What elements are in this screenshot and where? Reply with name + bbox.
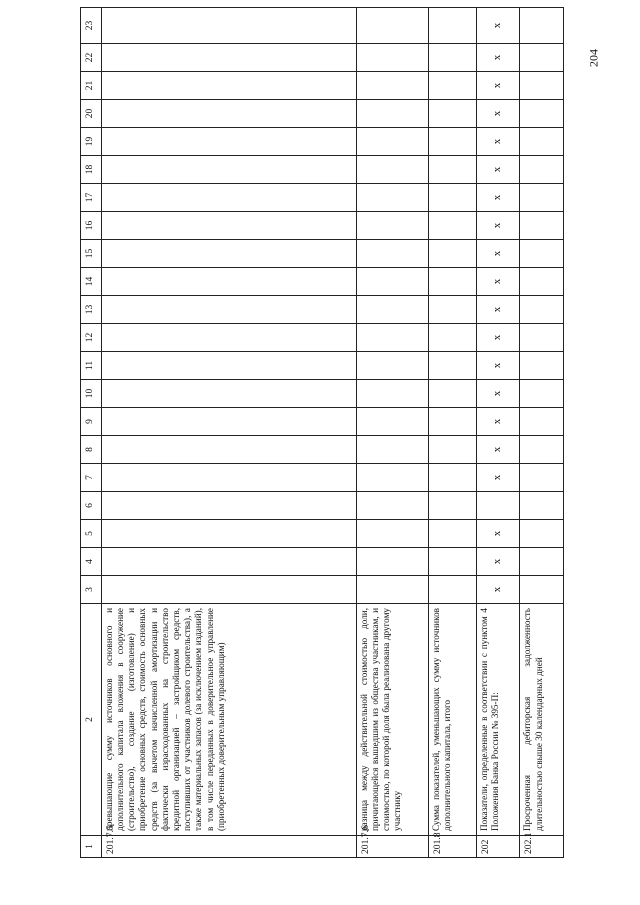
table-cell: x [476, 464, 520, 492]
table-cell [101, 44, 356, 72]
page-number-text: 204 [586, 49, 601, 67]
table-cell [101, 464, 356, 492]
table-cell [520, 408, 564, 436]
table-cell [101, 8, 356, 44]
table-cell [356, 408, 428, 436]
table-cell [356, 240, 428, 268]
column-header: 22 [81, 44, 102, 72]
table-cell [356, 100, 428, 128]
table-cell [520, 548, 564, 576]
table-cell [476, 492, 520, 520]
table-cell [356, 380, 428, 408]
table-cell [101, 520, 356, 548]
table-cell: x [476, 268, 520, 296]
table-row [520, 8, 564, 858]
column-header: 17 [81, 184, 102, 212]
table-cell [356, 156, 428, 184]
table-cell [520, 576, 564, 604]
table-cell [520, 72, 564, 100]
column-header: 15 [81, 240, 102, 268]
table-cell [101, 352, 356, 380]
column-header: 5 [81, 520, 102, 548]
table-cell [101, 212, 356, 240]
table-row [101, 8, 356, 858]
table-cell [520, 296, 564, 324]
header-row [81, 8, 102, 858]
row-name: Сумма показателей, уменьшающих сумму источников дополнительного капитала, итого [428, 604, 476, 836]
table-cell [428, 492, 476, 520]
table-cell [101, 184, 356, 212]
row-name: превышающие сумму источников основного и дополнительного капитала вложения в сооружение (строительство), создание (изготовление) и приобретение основных средств, стоимость основных средств (за вычетом начисленной амортизации и фактически израсходованных на строительство кредитной организацией – застройщиком средств, поступивших от участников долевого строительства), а также материальных запасов (за исключением изданий), в том числе переданных в доверительное управление (приобретенных доверительным управляющим) [101, 604, 356, 836]
table-cell [428, 72, 476, 100]
column-header: 13 [81, 296, 102, 324]
column-header: 7 [81, 464, 102, 492]
table-cell: x [476, 44, 520, 72]
table-cell [428, 520, 476, 548]
table-cell [520, 128, 564, 156]
table-cell [101, 548, 356, 576]
table-row [356, 8, 428, 858]
table-cell [101, 408, 356, 436]
row-name: Просроченная дебиторская задолженность длительностью свыше 30 календарных дней [520, 604, 564, 836]
table-cell [101, 576, 356, 604]
table-cell: x [476, 184, 520, 212]
table-cell: x [476, 156, 520, 184]
table-cell: x [476, 212, 520, 240]
table-cell [356, 436, 428, 464]
table-cell: x [476, 100, 520, 128]
table-cell [356, 184, 428, 212]
table-cell [520, 324, 564, 352]
table-cell: x [476, 128, 520, 156]
table-cell [428, 128, 476, 156]
table-cell [520, 8, 564, 44]
table-cell [520, 380, 564, 408]
table-cell: x [476, 436, 520, 464]
table-cell [101, 156, 356, 184]
table-cell [356, 352, 428, 380]
table-cell: x [476, 240, 520, 268]
table-cell [356, 268, 428, 296]
table-cell: x [476, 380, 520, 408]
table-cell [520, 156, 564, 184]
row-code: 201.7.5 [101, 836, 356, 858]
table-cell [101, 380, 356, 408]
table-cell: x [476, 352, 520, 380]
table-cell [428, 268, 476, 296]
table-cell [428, 380, 476, 408]
table-cell [356, 464, 428, 492]
row-code: 202.1 [520, 836, 564, 858]
table-cell [356, 548, 428, 576]
table-cell [520, 268, 564, 296]
table-cell [520, 240, 564, 268]
table-cell [101, 128, 356, 156]
table-cell [356, 296, 428, 324]
table-cell [356, 492, 428, 520]
table-cell [356, 44, 428, 72]
table-frame [80, 20, 564, 858]
table-cell: x [476, 520, 520, 548]
column-header: 16 [81, 212, 102, 240]
table-cell [520, 464, 564, 492]
table-cell [520, 436, 564, 464]
report-table [80, 7, 564, 858]
table-cell [428, 44, 476, 72]
table-cell [520, 520, 564, 548]
table-cell: x [476, 576, 520, 604]
table-cell [356, 324, 428, 352]
table-cell [356, 128, 428, 156]
rotated-table-container [80, 20, 564, 858]
column-header: 8 [81, 436, 102, 464]
column-header: 20 [81, 100, 102, 128]
table-cell [101, 100, 356, 128]
column-header: 6 [81, 492, 102, 520]
table-cell: x [476, 72, 520, 100]
row-name: Показатели, определенные в соответствии с пунктом 4 Положения Банка России № 395-П: [476, 604, 520, 836]
table-cell: x [476, 296, 520, 324]
table-cell [356, 576, 428, 604]
column-header: 2 [81, 604, 102, 836]
table-row [476, 8, 520, 858]
row-name: разница между действительной стоимостью доли, причитающейся вышедшим из общества участникам, и стоимостью, по которой доля была реализована другому участнику [356, 604, 428, 836]
table-cell [428, 8, 476, 44]
table-cell [428, 352, 476, 380]
table-cell [520, 184, 564, 212]
row-code: 201.8 [428, 836, 476, 858]
table-cell [520, 212, 564, 240]
table-cell [520, 44, 564, 72]
column-header: 4 [81, 548, 102, 576]
table-cell [428, 296, 476, 324]
column-header: 10 [81, 380, 102, 408]
column-header: 11 [81, 352, 102, 380]
table-cell [428, 408, 476, 436]
column-header: 23 [81, 8, 102, 44]
table-cell [101, 324, 356, 352]
table-cell [101, 492, 356, 520]
column-header: 12 [81, 324, 102, 352]
column-header: 14 [81, 268, 102, 296]
table-cell: x [476, 8, 520, 44]
table-cell [520, 100, 564, 128]
table-cell [428, 576, 476, 604]
table-cell [101, 296, 356, 324]
table-cell: x [476, 408, 520, 436]
table-cell [101, 240, 356, 268]
table-cell [428, 212, 476, 240]
table-cell [101, 268, 356, 296]
table-cell [356, 520, 428, 548]
table-cell [428, 100, 476, 128]
table-cell [520, 352, 564, 380]
table-cell [356, 72, 428, 100]
table-cell [356, 212, 428, 240]
table-cell: x [476, 548, 520, 576]
table-cell [101, 72, 356, 100]
table-cell [101, 436, 356, 464]
page-number [584, 48, 604, 68]
table-cell [428, 184, 476, 212]
row-code: 201.7.6 [356, 836, 428, 858]
table-cell [428, 324, 476, 352]
column-header: 9 [81, 408, 102, 436]
table-cell [428, 436, 476, 464]
table-cell [520, 492, 564, 520]
column-header: 18 [81, 156, 102, 184]
column-header: 19 [81, 128, 102, 156]
table-cell [428, 156, 476, 184]
table-cell [428, 548, 476, 576]
table-row [428, 8, 476, 858]
row-code: 202 [476, 836, 520, 858]
table-cell [428, 240, 476, 268]
column-header: 1 [81, 836, 102, 858]
table-cell: x [476, 324, 520, 352]
column-header: 3 [81, 576, 102, 604]
column-header: 21 [81, 72, 102, 100]
table-cell [428, 464, 476, 492]
table-cell [356, 8, 428, 44]
